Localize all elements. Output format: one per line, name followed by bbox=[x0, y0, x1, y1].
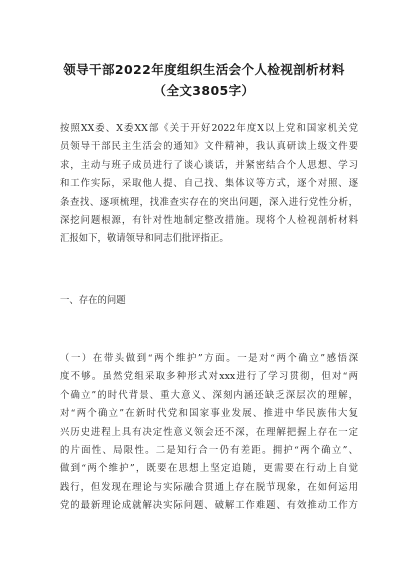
text-line: 深挖问题根源，有针对性地制定整改措施。现将个人检视剖析材料 bbox=[60, 214, 358, 226]
text-line: 兴历史进程上具有决定性意义领会还不深，在理解把握上存在一定 bbox=[60, 426, 358, 438]
text-line: 个确立”的时代背景、重大意义、深刻内涵还缺乏深层次的理解， bbox=[60, 389, 358, 401]
text-line: 践行，但发现在理论与实际融合贯通上存在脱节现象，在如何运用 bbox=[60, 481, 358, 493]
text-line: 党的最新理论成就解决实际问题、破解工作难题、有效推动工作方 bbox=[60, 500, 358, 512]
text-line: （一）在带头做到“两个维护”方面。一是对“两个确立”感悟深 bbox=[60, 353, 358, 364]
body-paragraph bbox=[60, 350, 358, 516]
text-line: 汇报如下，敬请领导和同志们批评指正。 bbox=[60, 233, 229, 245]
section-heading: 一、存在的问题 bbox=[60, 295, 126, 306]
text-line: 对“两个确立”在新时代党和国家事业发展、推进中华民族伟大复 bbox=[60, 408, 358, 420]
document-word-count: （全文3805字） bbox=[153, 83, 255, 98]
text-line: 条查找、逐项梳理，找准查实存在的突出问题，深入进行党性分析， bbox=[60, 196, 358, 208]
text-line: 和工作实际，采取他人提、自己找、集体议等方式，逐个对照、逐 bbox=[60, 178, 358, 190]
text-line: 做到“两个维护”，既要在思想上坚定追随，更需要在行动上自觉 bbox=[60, 463, 358, 475]
text-line: 求，主动与班子成员进行了谈心谈话，并紧密结合个人思想、学习 bbox=[60, 159, 358, 171]
text-line: 度不够。虽然党组采取多种形式对xxx进行了学习贯彻，但对“两 bbox=[60, 371, 358, 383]
document-title: 领导干部2022年度组织生活会个人检视剖析材料 bbox=[63, 62, 345, 77]
text-line: 的片面性、局限性。二是知行合一仍有差距。拥护“两个确立”、 bbox=[60, 444, 358, 456]
text-line: 员领导干部民主生活会的通知》文件精神，我认真研读上级文件要 bbox=[60, 141, 358, 153]
text-line: 按照XX委、X委XX部《关于开好2022年度X以上党和国家机关党 bbox=[60, 123, 358, 134]
intro-paragraph bbox=[60, 120, 358, 249]
